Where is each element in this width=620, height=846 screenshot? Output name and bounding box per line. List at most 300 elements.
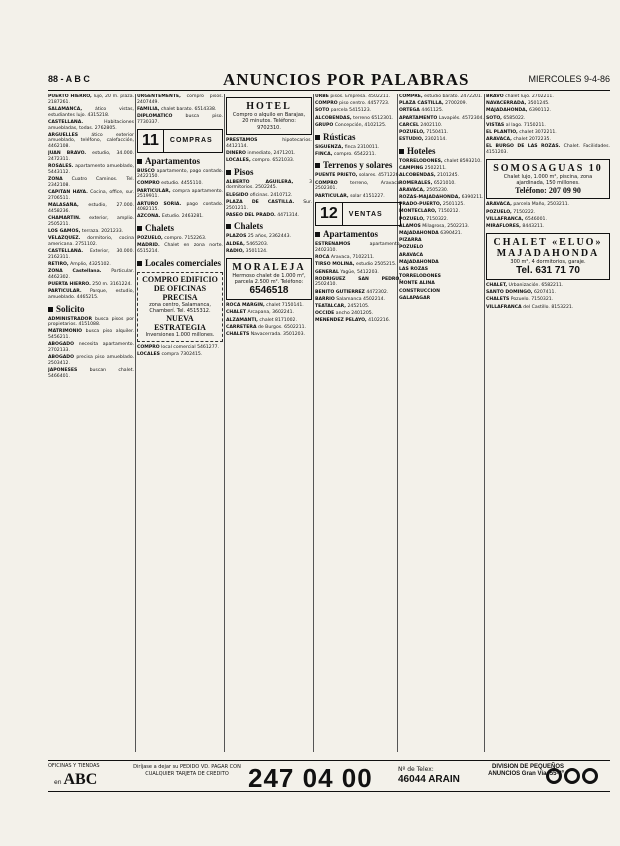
- ad-heading: COMPRO: [315, 101, 338, 107]
- ad-text: oficinas. 2410712.: [249, 192, 293, 198]
- classified-ad: [399, 202, 485, 208]
- ad-text: apartamento, pago contado. 2422150.: [137, 168, 223, 180]
- category-label: COMPRAS: [169, 137, 213, 145]
- ad-heading: ROSALES.: [48, 164, 74, 170]
- ad-heading: BENITO GUTIERREZ: [315, 289, 365, 295]
- classified-ad: [226, 213, 312, 219]
- ad-heading: RODRIGUEZ SAN PEDRO,: [315, 276, 401, 282]
- abc-logo: en ABC: [54, 771, 98, 788]
- column-2: [137, 94, 223, 752]
- classified-ad: [226, 242, 312, 248]
- ad-text: Particular. 4462302.: [48, 268, 134, 280]
- category-label: VENTAS: [348, 210, 383, 218]
- classified-ad: [399, 173, 485, 179]
- ad-text: de Burgos. 6502211.: [257, 324, 307, 330]
- ad-text: 3501124.: [245, 248, 268, 254]
- footer-telex: Nº de Telex: 46044 ARAIN: [398, 766, 460, 785]
- classified-ad: [315, 173, 401, 179]
- ad-heading: SOTO,: [486, 115, 502, 121]
- bullet-icon: [137, 159, 142, 164]
- ad-text: compro. 7152263.: [164, 236, 207, 242]
- ad-heading: CARRETERA: [226, 324, 257, 330]
- ad-text: Aravaca, 7102211.: [330, 255, 375, 261]
- bullet-icon: [399, 149, 404, 154]
- ad-text: chalet 8593210.: [444, 158, 482, 164]
- classified-ad: [486, 130, 610, 136]
- ad-text: ático exterior amueblado, teléfono, calefacción, 4462108.: [48, 132, 134, 150]
- ad-text: precisa piso amueblado. 2503412.: [48, 355, 134, 366]
- ad-text: 2505230.: [426, 187, 449, 193]
- classified-ad: [226, 200, 312, 211]
- ad-heading: ZONA Castellana.: [48, 268, 102, 274]
- classified-ad: [486, 137, 610, 143]
- ad-text: Milagrosa, 2502213.: [422, 223, 470, 229]
- ad-heading: URGENTEMENTE,: [137, 94, 181, 99]
- classified-ad: [48, 151, 134, 162]
- classified-ad: [315, 94, 401, 100]
- classified-ad: [399, 137, 485, 143]
- ad-text: al lago. 7150211.: [505, 122, 546, 128]
- ad-heading: POZUELO,: [399, 130, 425, 136]
- ad-text: pago contado. 4082115.: [137, 201, 223, 213]
- ad-heading: SANTO DOMINGO,: [486, 290, 533, 296]
- ad-text: Arcapana, 3602241.: [247, 310, 295, 316]
- classified-ad: [315, 318, 401, 324]
- ad-heading: LOCALES,: [226, 158, 251, 163]
- classified-ad: [48, 342, 134, 353]
- classified-ad: [48, 190, 134, 201]
- ad-heading: POZUELO,: [399, 216, 425, 222]
- page-header: [48, 70, 610, 91]
- classified-ad: [315, 277, 401, 288]
- ad-text: Cuatro Caminos. Tel. 2342108.: [48, 177, 134, 188]
- classified-ad: [48, 120, 134, 131]
- ad-heading: JAPONESES: [48, 368, 78, 374]
- classified-ad: [137, 243, 223, 254]
- ad-heading: ESTUDIO,: [399, 137, 424, 143]
- classified-ad: [315, 262, 401, 268]
- ad-heading: RADIO,: [226, 248, 245, 254]
- ad-text: pisos. Empresa. 4502211.: [330, 94, 391, 99]
- section-heading: Hoteles: [399, 146, 485, 157]
- ad-text: Lavapiés. 4572304.: [438, 115, 484, 121]
- classified-ad: [137, 94, 223, 105]
- classified-ad: [315, 270, 401, 276]
- ad-text: Habitaciones amuebladas, todas. 2762805.: [48, 119, 134, 131]
- classified-ad: [137, 169, 223, 180]
- ad-heading: EL PLANTIO,: [486, 130, 518, 136]
- ad-heading: GENERAL: [315, 269, 339, 275]
- ad-heading: MALASAÑA,: [48, 202, 79, 208]
- ad-text: 3501245.: [527, 101, 550, 107]
- classified-ad: [315, 255, 401, 261]
- classified-ad: [226, 310, 312, 316]
- classified-ad: [315, 181, 401, 192]
- ad-text: 4471314.: [277, 212, 300, 218]
- ad-text: Salamanca 4502214.: [336, 296, 385, 302]
- ad-heading: DIPLOMATICO: [137, 114, 173, 120]
- section-heading: Solicito: [48, 304, 134, 315]
- ad-text: 6207411.: [533, 290, 556, 296]
- classified-ad: [48, 329, 134, 340]
- classified-ad: [486, 297, 610, 303]
- ad-text: 2502211.: [424, 166, 447, 172]
- classified-ad: [137, 107, 223, 113]
- ad-text: 2501125.: [442, 202, 465, 208]
- listing-label: GALAPAGAR: [399, 295, 431, 301]
- classified-ad: [486, 290, 610, 296]
- ad-text: busca piso alquiler. 5456211.: [48, 329, 134, 341]
- classified-ad: [48, 94, 134, 105]
- classified-ad: [399, 123, 485, 129]
- listing-label: MONTE ALINA: [399, 281, 435, 287]
- ad-heading: ALZAMANTI,: [226, 317, 258, 323]
- ad-heading: MADRID.: [137, 243, 160, 249]
- ad-heading: BUSCO: [137, 168, 155, 174]
- ad-text: terraza. 2021233.: [81, 228, 124, 234]
- ad-heading: POZUELO,: [137, 236, 163, 242]
- ad-text: Amplio, 4325102.: [70, 261, 111, 267]
- classified-ad: [137, 236, 223, 242]
- ad-heading: PLAZA DE CASTILLA.: [226, 199, 295, 205]
- section-heading: Pisos: [226, 167, 312, 178]
- ad-heading: EL BURGO DE LAS ROZAS.: [486, 144, 561, 150]
- classified-ad: [48, 355, 134, 366]
- classified-ad: [399, 159, 485, 165]
- classified-ad: [486, 108, 610, 114]
- ad-heading: ESTRENAMOS: [315, 242, 351, 248]
- ad-text: 5465203.: [246, 241, 269, 247]
- ad-text: dormitorio, cocina americana. 2751102.: [48, 235, 134, 247]
- ad-text: del Castillo. 8153221.: [523, 304, 574, 310]
- ad-text: chalet lujo. 2702211.: [505, 94, 554, 99]
- chalet-ad: CHALET «ELUO» MAJADAHONDA 300 m², 4 dormitorios, garaje. Tel. 631 71 70: [486, 233, 610, 280]
- ad-heading: ABOGADO: [48, 355, 75, 361]
- classified-ad: [137, 189, 223, 200]
- ad-heading: MENENDEZ PELAYO,: [315, 318, 367, 324]
- ad-heading: ZONA: [48, 177, 63, 183]
- ad-heading: BARRIO: [315, 296, 335, 302]
- classified-ad: [486, 123, 610, 129]
- ad-text: terreno 6512301.: [353, 115, 394, 121]
- classified-ad: [315, 145, 401, 151]
- ad-text: 25 años, 2362443.: [247, 234, 291, 240]
- listing-label: CONSTRUCCION: [399, 288, 441, 294]
- classified-ad: [48, 289, 134, 300]
- ad-heading: VELAZQUEZ.: [48, 235, 81, 241]
- ad-text: Estudio. 2463281.: [161, 214, 204, 220]
- ad-heading: MONTECLARO,: [399, 209, 437, 215]
- ad-text: finca 2310011.: [344, 144, 380, 150]
- classified-ad: [226, 180, 312, 191]
- ad-text: 8443211.: [522, 224, 545, 230]
- ad-text: estudio, 27.000. 4458236.: [48, 202, 134, 214]
- ad-heading: BRAVO: [486, 94, 504, 99]
- ad-text: parcela Maño, 2503211.: [513, 202, 570, 208]
- ad-heading: CAPITAN HAYA.: [48, 190, 88, 196]
- ad-heading: FINCA,: [315, 151, 333, 157]
- classified-ad: [486, 305, 610, 311]
- section-heading: Apartamentos: [315, 229, 401, 240]
- classified-ad: [315, 116, 401, 122]
- classified-ad: [137, 114, 223, 125]
- ad-heading: PLAZA CASTILLA,: [399, 101, 444, 107]
- classified-ad: [48, 368, 134, 379]
- classified-ad: [486, 94, 610, 100]
- ad-heading: RETIRO,: [48, 261, 69, 267]
- bullet-icon: [226, 170, 231, 175]
- category-number: 12: [316, 203, 343, 225]
- section-heading: Rústicas: [315, 132, 401, 143]
- listing-label: LAS ROZAS: [399, 266, 429, 272]
- classified-ad: [226, 234, 312, 240]
- column-rule: [224, 94, 225, 752]
- listing-label: POZUELO: [399, 245, 424, 251]
- classified-ad: [48, 262, 134, 268]
- ad-text: 250 m. 3161224.: [92, 281, 132, 287]
- classified-ad: [399, 130, 485, 136]
- ad-heading: ELEGIDO: [226, 192, 249, 198]
- ad-text: estudio 2505215.: [356, 262, 397, 268]
- ad-heading: ROZAS-MAJADAHONDA,: [399, 194, 461, 200]
- classified-ad: [486, 217, 610, 223]
- page-number: 88 - A B C: [48, 74, 90, 84]
- ad-text: Concepción, 4102125.: [334, 122, 387, 128]
- ad-heading: TIRSO MOLINA,: [315, 262, 355, 268]
- page-title: ANUNCIOS POR PALABRAS: [223, 70, 470, 89]
- ad-heading: DINERO: [226, 150, 246, 156]
- classified-ad: [486, 101, 610, 107]
- classified-ad: [399, 94, 485, 100]
- ad-heading: FAMILIA,: [137, 106, 160, 112]
- ad-text: estudio barato. 2472201.: [424, 94, 483, 99]
- ad-heading: COMPRO: [137, 181, 160, 187]
- ad-text: chalet barato. 6514338.: [160, 106, 217, 112]
- ad-text: 2502410.: [315, 282, 337, 288]
- ad-text: necesita apartamento. 2702133.: [48, 342, 134, 354]
- classified-ad: [137, 214, 223, 220]
- classified-ad: [315, 108, 401, 114]
- ad-heading: CHAMARTIN.: [48, 215, 81, 221]
- ad-heading: PRESTAMOS: [226, 137, 258, 143]
- classified-ad: [226, 325, 312, 331]
- ad-heading: COMPRO: [315, 180, 338, 186]
- classified-ad: [315, 290, 401, 296]
- classified-ad: [315, 123, 401, 129]
- classified-ad: [399, 209, 485, 215]
- ad-text: compro pisos. 2407449.: [137, 94, 223, 105]
- classified-ad: [226, 151, 312, 157]
- classified-ad: [48, 203, 134, 214]
- ad-heading: ALBERTO AGUILERA,: [226, 179, 294, 185]
- somosaguas-ad: SOMOSAGUAS 10 Chalet lujo, 1.000 m², piscina, zona ajardinada, 150 millones. Teléfono: 207 09 90: [486, 159, 610, 200]
- ad-text: terreno, Aravaca. 2502301.: [315, 180, 401, 192]
- ad-heading: ARAVACA,: [486, 137, 512, 143]
- ad-text: ancho 2401205.: [335, 311, 374, 317]
- ad-heading: AZCONA.: [137, 214, 161, 220]
- classified-ad: [486, 202, 610, 208]
- classified-ad: [315, 152, 401, 158]
- classified-ad: [48, 164, 134, 175]
- ad-heading: TEATALCAR,: [315, 304, 347, 310]
- classified-ad: [315, 297, 401, 303]
- section-heading: Chalets: [137, 223, 223, 234]
- classified-ad: [48, 317, 134, 328]
- classified-ad: [486, 224, 610, 230]
- classified-ad: [48, 249, 134, 260]
- ad-heading: PRADO-PUERTO,: [399, 202, 442, 208]
- ad-text: parcela 5415123.: [330, 108, 372, 114]
- ad-text: 7150222.: [513, 209, 536, 215]
- ad-text: local comercial 5461277.: [161, 344, 220, 350]
- ad-heading: PUERTO HIERRO,: [48, 94, 92, 99]
- ad-heading: VILLAFRANCA,: [486, 216, 524, 222]
- ad-text: 2302114.: [424, 137, 447, 143]
- ad-text: exterior, amplio. 2505211.: [48, 215, 134, 227]
- ad-heading: NAVACERRADA,: [486, 101, 527, 107]
- ad-heading: ROCA MARGIN,: [226, 303, 265, 309]
- ad-heading: PASEO DEL PRADO.: [226, 212, 276, 218]
- classified-ad: [486, 210, 610, 216]
- column-5: [399, 94, 485, 752]
- ad-heading: ROMERALES,: [399, 180, 433, 186]
- ad-heading: PUENTE PRIETO,: [315, 173, 358, 179]
- ad-heading: PLAZOS: [226, 234, 247, 240]
- page-footer: [48, 760, 610, 792]
- ad-text: busca piso. 7730337.: [137, 114, 223, 125]
- ad-text: Yagüe, 5412203.: [340, 269, 379, 275]
- listing-label: ARAVACA: [399, 252, 424, 258]
- ad-text: compro. 6542211.: [333, 151, 377, 157]
- ad-heading: PARTICULAR,: [137, 188, 171, 194]
- ad-text: 2101245.: [437, 173, 460, 179]
- bullet-icon: [226, 224, 231, 229]
- section-heading: Apartamentos: [137, 156, 223, 167]
- ad-heading: MAJADAHONDA: [399, 230, 439, 236]
- ad-heading: ARGUELLES: [48, 132, 79, 138]
- classified-ad: [226, 249, 312, 255]
- ad-heading: ORTEGA: [399, 108, 420, 114]
- ad-heading: ABOGADO: [48, 342, 75, 348]
- ad-text: 2402110.: [420, 122, 443, 128]
- ad-heading: COMPRE,: [399, 94, 423, 99]
- ad-text: Navacerrada. 3501203.: [250, 331, 305, 337]
- classified-ad: [399, 108, 485, 114]
- footer-division: DIVISION DE PEQUEÑOS ANUNCIOS Gran Vía, 55-4º: [488, 764, 564, 777]
- classified-ad: [226, 332, 312, 338]
- ad-text: estudio. 4455110.: [161, 181, 203, 187]
- classified-ad: [486, 283, 610, 289]
- classified-ad: [48, 107, 134, 118]
- ad-heading: SOTO: [315, 108, 330, 114]
- ad-text: 6390421.: [440, 230, 463, 236]
- ad-heading: PARTICULAR,: [315, 193, 349, 199]
- ad-text: Exterior, 30.000. 2162311.: [48, 248, 134, 260]
- ad-text: chalet 8171002.: [259, 317, 297, 323]
- ad-heading: MIRAFLORES,: [486, 224, 521, 230]
- page-date: MIERCOLES 9-4-86: [528, 74, 610, 84]
- ad-heading: CASTELLANA.: [48, 248, 84, 254]
- classified-ad: [48, 229, 134, 235]
- ad-heading: CARCEL: [399, 122, 419, 128]
- ad-heading: OCCIDE: [315, 311, 335, 317]
- ad-heading: CAMPING: [399, 166, 424, 172]
- ad-text: Sur. 2501211.: [226, 199, 312, 211]
- column-rule: [313, 94, 314, 752]
- classified-ad: [48, 216, 134, 227]
- listing-label: PIZARRA: [399, 238, 422, 244]
- ad-text: solar 4151227.: [350, 193, 385, 199]
- column-1: [48, 94, 134, 752]
- ad-text: compra 7302415.: [161, 351, 203, 357]
- classified-ad: [48, 133, 134, 150]
- ad-heading: ALCOBENDAS,: [315, 115, 352, 121]
- ad-heading: CHALETS: [486, 297, 510, 303]
- ad-heading: VILLAFRANCA: [486, 304, 522, 310]
- footer-payment-note: Diríjase a dejar su PEDIDO VD. PAGAR CON CUALQUIER TARJETA DE CREDITO: [133, 764, 241, 777]
- ad-heading: MAJADAHONDA,: [486, 108, 528, 114]
- classified-ad: [137, 181, 223, 187]
- ad-text: 6390112.: [529, 108, 551, 114]
- ad-text: 7150322.: [426, 216, 449, 222]
- ad-heading: JUAN BRAVO.: [48, 151, 87, 157]
- ad-heading: SIGUENZA,: [315, 144, 344, 150]
- classified-ad: [226, 193, 312, 199]
- classified-ad: [399, 181, 485, 187]
- column-3: [226, 94, 312, 752]
- ad-text: 3 dormitorios. 2502245.: [226, 179, 312, 191]
- ad-heading: LOCALES: [137, 351, 160, 357]
- ad-heading: ALAMOS: [399, 223, 421, 229]
- ad-text: chalet 2072235.: [513, 137, 551, 143]
- classified-ad: [226, 138, 312, 149]
- ad-text: 4102216.: [368, 318, 391, 324]
- ad-text: 6521010.: [433, 180, 456, 186]
- ad-heading: ARAVACA,: [399, 187, 425, 193]
- classified-ad: [399, 101, 485, 107]
- ad-heading: ARTURO SORIA.: [137, 201, 182, 207]
- classified-ad: [137, 345, 223, 351]
- ad-heading: CASTELLANA.: [48, 119, 84, 125]
- ad-heading: COMPRO: [137, 344, 160, 350]
- ad-heading: PUERTA HIERRO.: [48, 281, 91, 287]
- classified-ad: [399, 231, 485, 237]
- ad-text: busca pisos por propietarios. 4151088.: [48, 316, 134, 328]
- bullet-icon: [137, 261, 142, 266]
- column-4: [315, 94, 401, 752]
- ad-heading: TORRELODONES,: [399, 158, 443, 164]
- bullet-icon: [315, 232, 320, 237]
- ad-text: 2452105.: [347, 304, 370, 310]
- ad-text: Chalet en zona norte. 6515214.: [137, 243, 223, 255]
- moraleja-ad: MORALEJA Hermoso chalet de 1.000 m², parcela 2.500 m². Teléfono: 6546518: [226, 258, 312, 301]
- classified-ad: [226, 303, 312, 309]
- classified-ad: [399, 116, 485, 122]
- ad-heading: CHALET: [226, 310, 246, 316]
- ad-text: 6546001.: [524, 216, 547, 222]
- ad-text: compro. 6521033.: [252, 158, 295, 163]
- classified-ad: [399, 224, 485, 230]
- ad-heading: APARTAMENTO: [399, 115, 438, 121]
- ad-text: buscan chalet. 5466401.: [48, 368, 134, 379]
- ad-text: solares. 4571226.: [358, 173, 401, 179]
- listing-label: MAJADAHONDA: [399, 259, 439, 265]
- classified-ad: [315, 194, 401, 200]
- ad-text: 7150212.: [438, 209, 460, 215]
- classified-ad: [486, 144, 610, 155]
- classified-ad: [399, 195, 485, 201]
- ad-heading: GRUPO: [315, 122, 334, 128]
